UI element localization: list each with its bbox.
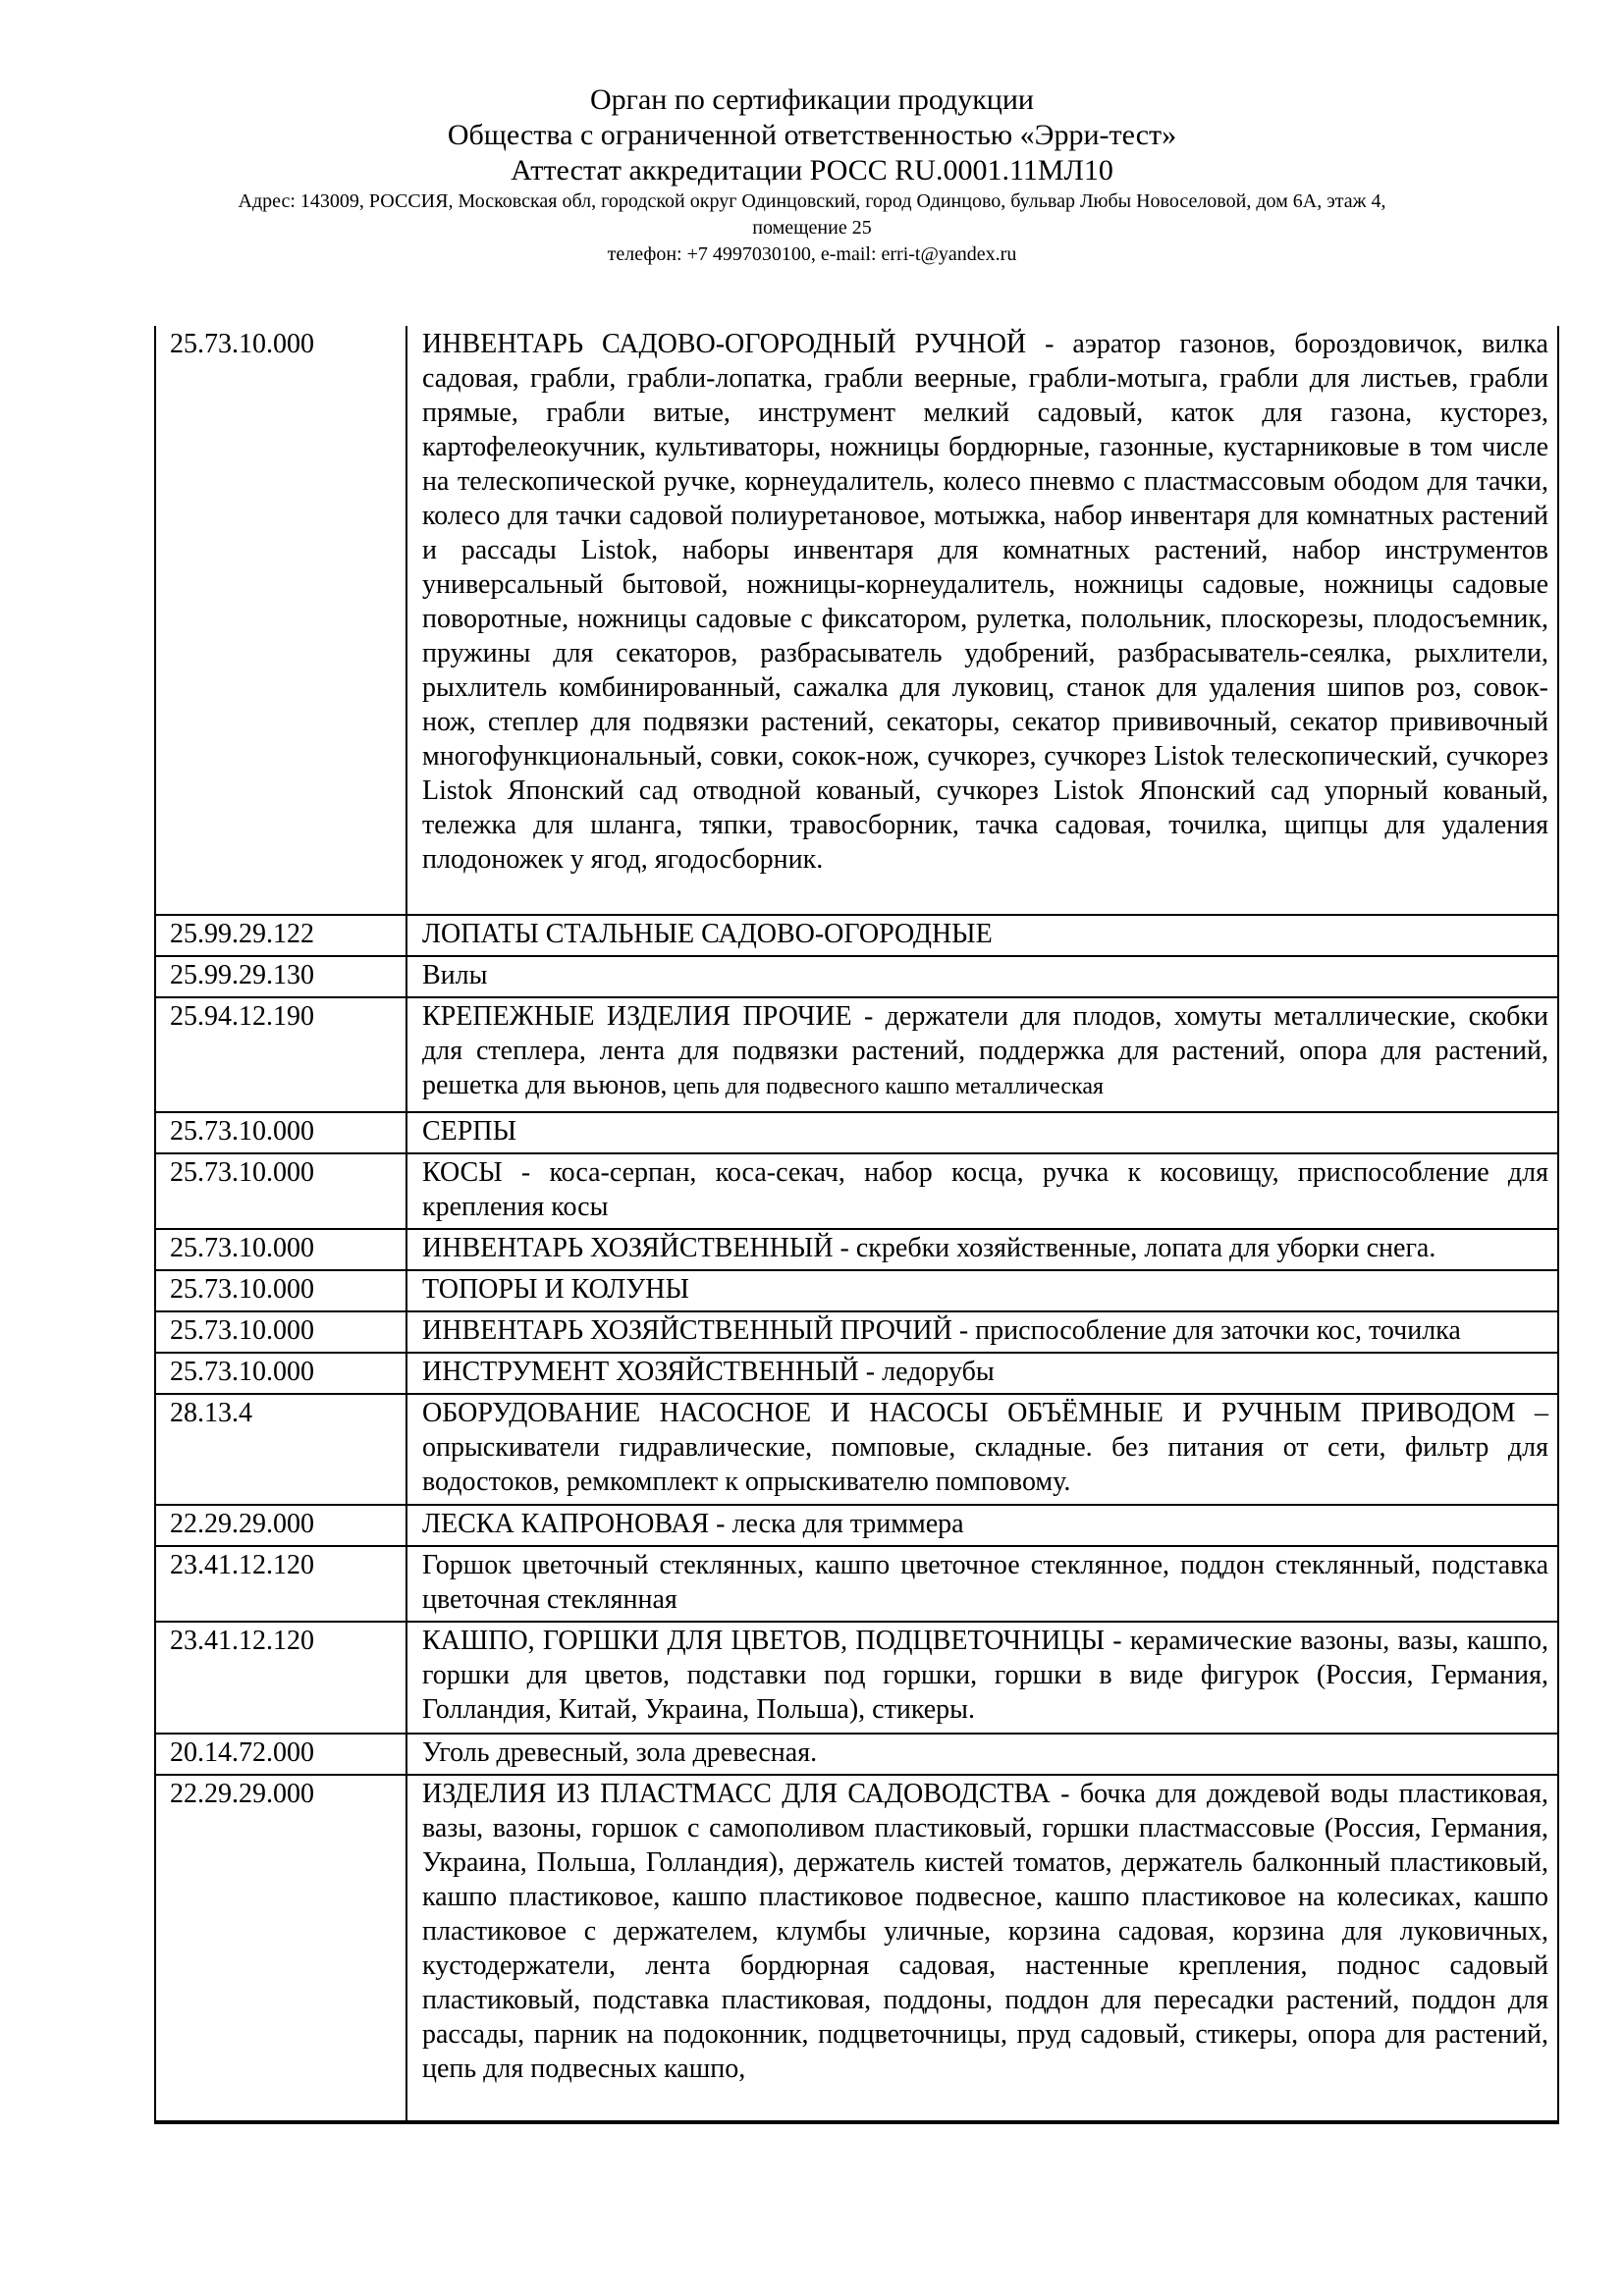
- table-row: [155, 1112, 1558, 1153]
- row-description-cell: [406, 997, 1558, 1112]
- row-separator: -: [1050, 1779, 1080, 1809]
- product-table-body: [155, 326, 1558, 2122]
- row-separator: -: [1105, 1626, 1130, 1656]
- header-org-line-2: Общества с ограниченной ответственностью «Эрри-тест»: [447, 119, 1177, 151]
- row-code: 25.73.10.000: [170, 1315, 314, 1346]
- address-line-2: помещение 25: [752, 217, 872, 239]
- row-description-cell: [406, 915, 1558, 956]
- row-code: 25.94.12.190: [170, 1001, 314, 1032]
- row-description-cell: [406, 1546, 1558, 1622]
- row-code-cell: [155, 1734, 406, 1775]
- row-description-cell: [406, 1622, 1558, 1734]
- row-code-cell: [155, 956, 406, 997]
- row-separator: -: [858, 1357, 883, 1387]
- row-separator: -: [851, 1001, 886, 1032]
- row-description: приспособление для заточки кос, точилка: [975, 1315, 1461, 1346]
- row-code-cell: [155, 1546, 406, 1622]
- row-separator: -: [951, 1315, 976, 1346]
- table-row: [155, 1775, 1558, 2122]
- row-separator: –: [1515, 1398, 1548, 1428]
- row-code: 25.73.10.000: [170, 1357, 314, 1387]
- row-code-cell: [155, 915, 406, 956]
- row-description: аэратор газонов, бороздовичок, вилка садовая, грабли, грабли-лопатка, грабли веерные, грабли-мотыга, грабли для листьев, грабли прямые, грабли витые, инструмент мелкий садовый, каток для газона, кусторез, картофелеокучник, культиваторы, ножницы бордюрные, газонные, кустарниковые в том числе на телескопической ручке, корнеудалитель, колесо пневмо с пластмассовым ободом для тачки, колесо для тачки садовой полиуретановое, мотыжка, набор инвентаря для комнатных растений и рассады Listok, наборы инвентаря для комнатных растений, набор инструментов универсальный бытовой, ножницы-корнеудалитель, ножницы садовые, ножницы садовые поворотные, ножницы садовые с фиксатором, рулетка, полольник, плоскорезы, плодосъемник, пружины для секаторов, разбрасыватель удобрений, разбрасыватель-сеялка, рыхлители, рыхлитель комбинированный, сажалка для луковиц, станок для удаления шипов роз, совок-нож, степлер для подвязки растений, секаторы, секатор прививочный, секатор прививочный многофункциональный, совки, сокок-нож, сучкорез, сучкорез Listok телескопический, сучкорез Listok Японский сад отводной кованый, сучкорез Listok Японский сад упорный кованый, тележка для шланга, тяпки, травосборник, тачка садовая, точилка, щипцы для удаления плодоножек у ягод, ягодосборник.: [422, 329, 1548, 875]
- row-separator: -: [833, 1233, 856, 1263]
- row-description-cell: [406, 326, 1558, 915]
- row-code-cell: [155, 997, 406, 1112]
- row-description-cell: [406, 1353, 1558, 1394]
- row-separator: -: [1026, 329, 1073, 359]
- row-description: Горшок цветочный стеклянных, кашпо цветочное стеклянное, поддон стеклянный, подставка цветочная стеклянная: [422, 1550, 1548, 1615]
- row-code: 22.29.29.000: [170, 1509, 314, 1539]
- row-separator: -: [502, 1157, 550, 1188]
- row-description-cell: [406, 1311, 1558, 1353]
- row-title: КРЕПЕЖНЫЕ ИЗДЕЛИЯ ПРОЧИЕ: [422, 1001, 852, 1032]
- row-code: 25.99.29.122: [170, 919, 314, 949]
- row-code: 28.13.4: [170, 1398, 252, 1428]
- table-row: [155, 1546, 1558, 1622]
- table-row: [155, 1311, 1558, 1353]
- table-row: [155, 956, 1558, 997]
- row-description: Вилы: [422, 960, 488, 990]
- row-title: ИНВЕНТАРЬ ХОЗЯЙСТВЕННЫЙ: [422, 1233, 834, 1263]
- table-row: [155, 997, 1558, 1112]
- row-description-small: цепь для подвесного кашпо металлическая: [667, 1074, 1105, 1099]
- document-header: [59, 82, 1565, 188]
- row-description: керамические вазоны, вазы, кашпо, горшки для цветов, подставки под горшки, горшки в виде фигурок (Россия, Германия, Голландия, Китай, Украина, Польша), стикеры.: [422, 1626, 1548, 1725]
- row-description: опрыскиватели гидравлические, помповые, складные. без питания от сети, фильтр для водостоков, ремкомплект к опрыскивателю помповому.: [422, 1432, 1548, 1497]
- row-code-cell: [155, 1505, 406, 1546]
- row-code-cell: [155, 1353, 406, 1394]
- table-row: [155, 1734, 1558, 1775]
- row-description: держатели для плодов, хомуты металлические, скобки для степлера, лента для подвязки растений, поддержка для растений, опора для растений, решетка для вьюнов,: [422, 1001, 1549, 1100]
- table-row: [155, 1153, 1558, 1229]
- row-description: скребки хозяйственные, лопата для уборки снега.: [855, 1233, 1436, 1263]
- row-title: ОБОРУДОВАНИЕ НАСОСНОЕ И НАСОСЫ ОБЪЁМНЫЕ И РУЧНЫМ ПРИВОДОМ: [422, 1398, 1516, 1428]
- row-description-cell: [406, 956, 1558, 997]
- row-code: 25.73.10.000: [170, 1274, 314, 1305]
- row-code-cell: [155, 1311, 406, 1353]
- row-description: Уголь древесный, зола древесная.: [422, 1737, 818, 1768]
- row-description-cell: [406, 1229, 1558, 1270]
- row-description: бочка для дождевой воды пластиковая, вазы, вазоны, горшок с самополивом пластиковый, горшки пластмассовые (Россия, Германия, Украина, Польша, Голландия), держатель кистей томатов, держатель балконный пластиковый, кашпо пластиковое, кашпо пластиковое подвесное, кашпо пластиковое на колесиках, кашпо пластиковое с держателем, клумбы уличные, корзина садовая, корзина для луковичных, кустодержатели, лента бордюрная садовая, настенные крепления, поднос садовый пластиковый, подставка пластиковая, поддоны, поддон для пересадки растений, поддон для рассады, парник на подоконник, подцветочницы, пруд садовый, стикеры, опора для растений, цепь для подвесных кашпо,: [422, 1779, 1548, 2084]
- row-code-cell: [155, 1153, 406, 1229]
- row-description: коса-серпан, коса-секач, набор косца, ручка к косовищу, приспособление для крепления косы: [422, 1157, 1548, 1222]
- row-separator: -: [709, 1509, 732, 1539]
- row-code: 23.41.12.120: [170, 1550, 314, 1580]
- row-description-cell: [406, 1394, 1558, 1505]
- row-code-cell: [155, 326, 406, 915]
- row-title: ЛОПАТЫ СТАЛЬНЫЕ САДОВО-ОГОРОДНЫЕ: [422, 919, 993, 949]
- row-code: 20.14.72.000: [170, 1737, 314, 1768]
- row-code-cell: [155, 1775, 406, 2122]
- row-description: ледорубы: [882, 1357, 995, 1387]
- row-description-cell: [406, 1734, 1558, 1775]
- table-row: [155, 1394, 1558, 1505]
- header-org-line-1: Орган по сертификации продукции: [590, 83, 1034, 116]
- row-description-cell: [406, 1112, 1558, 1153]
- row-title: ИЗДЕЛИЯ ИЗ ПЛАСТМАСС ДЛЯ САДОВОДСТВА: [422, 1779, 1051, 1809]
- row-code: 25.73.10.000: [170, 329, 314, 359]
- row-code: 22.29.29.000: [170, 1779, 314, 1809]
- table-row: [155, 1353, 1558, 1394]
- row-code: 25.73.10.000: [170, 1157, 314, 1188]
- row-code-cell: [155, 1622, 406, 1734]
- contact-line: телефон: +7 4997030100, e-mail: erri-t@yandex.ru: [607, 243, 1017, 265]
- table-row: [155, 1229, 1558, 1270]
- row-code: 25.73.10.000: [170, 1116, 314, 1147]
- row-description-cell: [406, 1153, 1558, 1229]
- row-description-cell: [406, 1270, 1558, 1311]
- row-title: ИНВЕНТАРЬ САДОВО-ОГОРОДНЫЙ РУЧНОЙ: [422, 329, 1027, 359]
- address-line-1: Адрес: 143009, РОССИЯ, Московская обл, городской округ Одинцовский, город Одинцово, бульвар Любы Новоселовой, дом 6А, этаж 4,: [238, 190, 1386, 212]
- table-row: [155, 1270, 1558, 1311]
- row-description-cell: [406, 1775, 1558, 2122]
- row-title: ЛЕСКА КАПРОНОВАЯ: [422, 1509, 710, 1539]
- row-description-cell: [406, 1505, 1558, 1546]
- product-table: [154, 326, 1559, 2124]
- row-description: леска для триммера: [731, 1509, 964, 1539]
- table-row: [155, 326, 1558, 915]
- row-title: ТОПОРЫ И КОЛУНЫ: [422, 1274, 689, 1305]
- row-title: ИНСТРУМЕНТ ХОЗЯЙСТВЕННЫЙ: [422, 1357, 859, 1387]
- row-code-cell: [155, 1112, 406, 1153]
- row-title: КАШПО, ГОРШКИ ДЛЯ ЦВЕТОВ, ПОДЦВЕТОЧНИЦЫ: [422, 1626, 1106, 1656]
- row-code-cell: [155, 1394, 406, 1505]
- row-code-cell: [155, 1270, 406, 1311]
- address-block: [39, 188, 1585, 241]
- row-code-cell: [155, 1229, 406, 1270]
- row-title: ИНВЕНТАРЬ ХОЗЯЙСТВЕННЫЙ ПРОЧИЙ: [422, 1315, 952, 1346]
- table-row: [155, 1622, 1558, 1734]
- row-code: 23.41.12.120: [170, 1626, 314, 1656]
- row-title: СЕРПЫ: [422, 1116, 516, 1147]
- header-accreditation-line: Аттестат аккредитации РОСС RU.0001.11МЛ10: [511, 154, 1113, 187]
- row-code: 25.73.10.000: [170, 1233, 314, 1263]
- row-title: КОСЫ: [422, 1157, 503, 1188]
- table-row: [155, 915, 1558, 956]
- table-row: [155, 1505, 1558, 1546]
- row-code: 25.99.29.130: [170, 960, 314, 990]
